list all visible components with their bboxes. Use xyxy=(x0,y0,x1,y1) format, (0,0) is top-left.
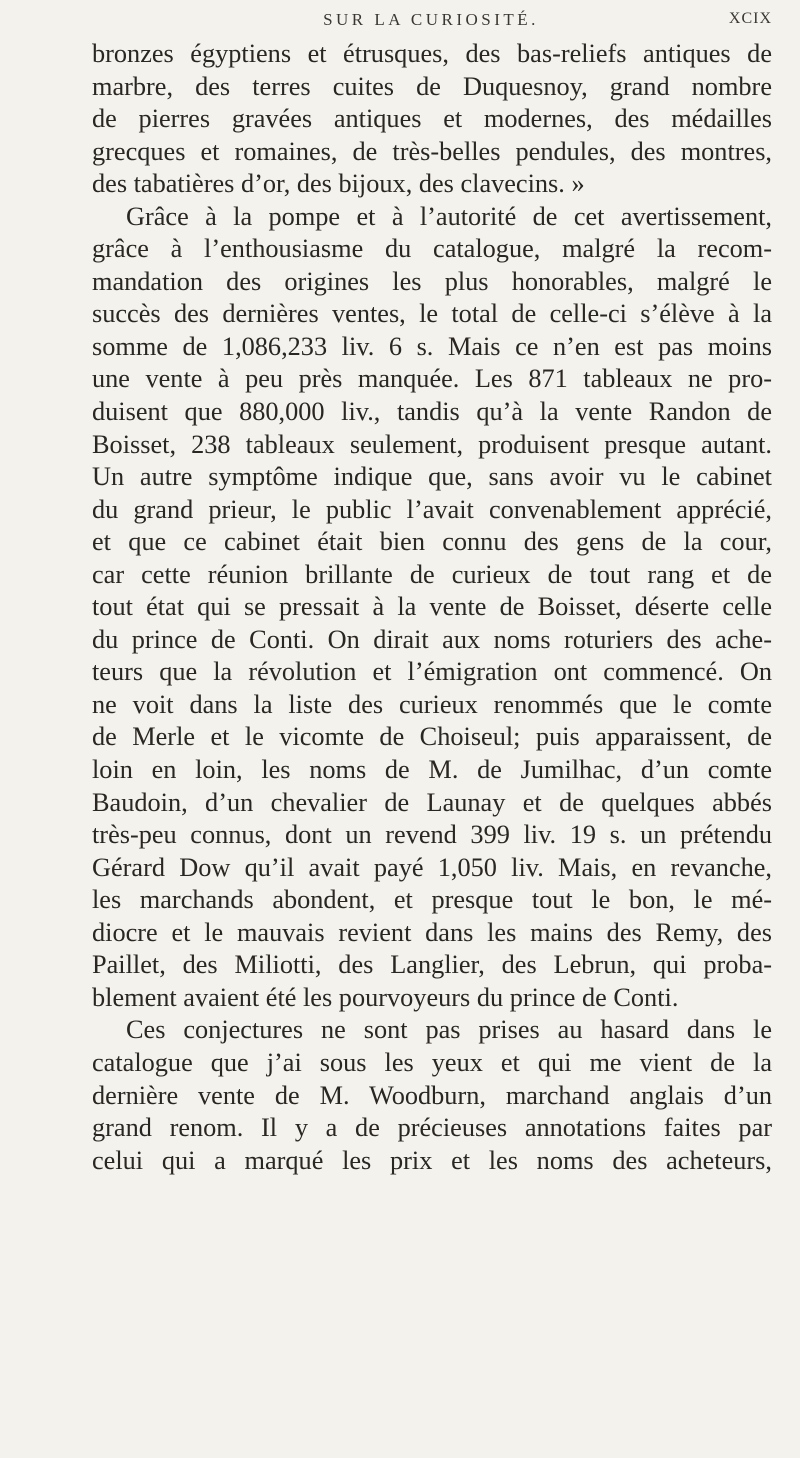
text-line: bronzes égyptiens et étrusques, des bas-reliefs antiques de xyxy=(92,39,772,68)
text-line: car cette réunion brillante de curieux de tout rang et de xyxy=(92,559,772,589)
text-line: ne voit dans la liste des curieux renommés que le comte xyxy=(92,689,772,719)
text-line: et que ce cabinet était bien connu des gens de la cour, xyxy=(92,527,772,557)
text-line: duisent que 880,000 liv., tandis qu’à la vente Randon de xyxy=(92,397,772,427)
text-line: mandation des origines les plus honorables, malgré le xyxy=(92,266,772,296)
text-line: marbre, des terres cuites de Duquesnoy, grand nombre xyxy=(92,71,772,101)
text-line: du grand prieur, le public l’avait convenablement apprécié, xyxy=(92,494,772,524)
text-line: Gérard Dow qu’il avait payé 1,050 liv. Mais, en revanche, xyxy=(92,852,772,882)
running-title: SUR LA CURIOSITÉ. xyxy=(323,10,539,29)
text-line: Baudoin, d’un chevalier de Launay et de quelques abbés xyxy=(92,787,772,817)
text-line: celui qui a marqué les prix et les noms des acheteurs, xyxy=(92,1145,772,1175)
text-line: des tabatières d’or, des bijoux, des clavecins. » xyxy=(92,169,585,199)
text-line: de pierres gravées antiques et modernes, des médailles xyxy=(92,104,772,134)
text-line: grecques et romaines, de très-belles pendules, des montres, xyxy=(92,136,772,166)
text-line: grâce à l’enthousiasme du catalogue, malgré la recom- xyxy=(92,234,772,264)
text-line: Boisset, 238 tableaux seulement, produisent presque autant. xyxy=(92,429,772,459)
text-line: catalogue que j’ai sous les yeux et qui me vient de la xyxy=(92,1047,772,1077)
text-line: somme de 1,086,233 liv. 6 s. Mais ce n’en est pas moins xyxy=(92,331,772,361)
text-line: Un autre symptôme indique que, sans avoir vu le cabinet xyxy=(92,462,772,492)
text-line: succès des dernières ventes, le total de celle-ci s’élève à la xyxy=(92,299,772,329)
text-line: loin en loin, les noms de M. de Jumilhac, d’un comte xyxy=(92,755,772,785)
text-line: Ces conjectures ne sont pas prises au hasard dans le xyxy=(126,1015,772,1045)
text-line: de Merle et le vicomte de Choiseul; puis apparaissent, de xyxy=(92,722,772,752)
text-line: une vente à peu près manquée. Les 871 tableaux ne pro- xyxy=(92,364,772,394)
text-line: Paillet, des Miliotti, des Langlier, des Lebrun, qui proba- xyxy=(92,950,772,980)
text-line: du prince de Conti. On dirait aux noms roturiers des ache- xyxy=(92,624,772,654)
text-line: Grâce à la pompe et à l’autorité de cet avertissement, xyxy=(126,201,772,231)
text-line: tout état qui se pressait à la vente de Boisset, déserte celle xyxy=(92,592,772,622)
text-line: diocre et le mauvais revient dans les mains des Remy, des xyxy=(92,917,772,947)
text-line: les marchands abondent, et presque tout le bon, le mé- xyxy=(92,885,772,915)
text-line: teurs que la révolution et l’émigration ont commencé. On xyxy=(92,657,772,687)
running-head xyxy=(90,6,772,34)
page-number: XCIX xyxy=(728,10,772,27)
body-text xyxy=(92,38,772,1177)
text-line: dernière vente de M. Woodburn, marchand anglais d’un xyxy=(92,1080,772,1110)
text-line: très-peu connus, dont un revend 399 liv. 19 s. un prétendu xyxy=(92,820,772,850)
text-line: blement avaient été les pourvoyeurs du prince de Conti. xyxy=(92,982,679,1012)
text-line: grand renom. Il y a de précieuses annotations faites par xyxy=(92,1113,772,1143)
